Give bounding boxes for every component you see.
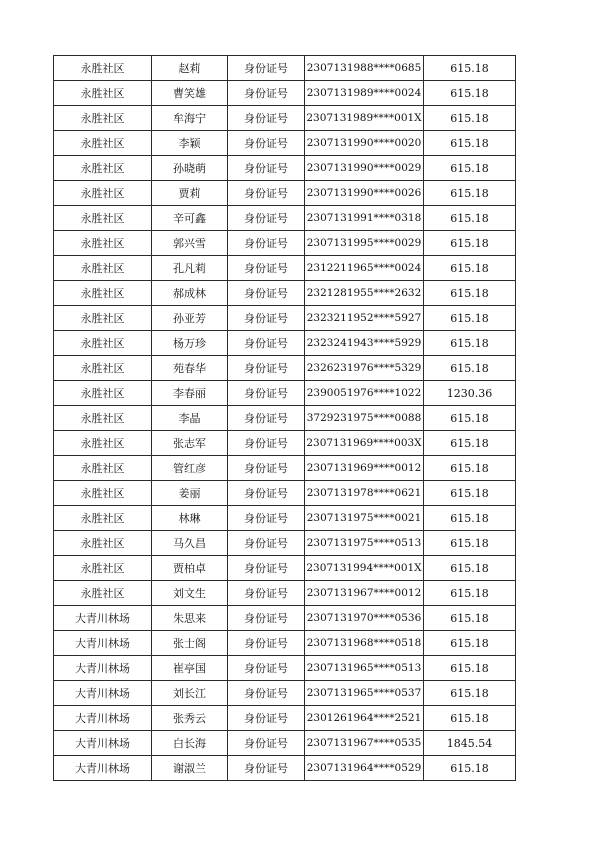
doc-type-cell: 身份证号 bbox=[228, 256, 305, 281]
name-cell: 杨万珍 bbox=[152, 331, 228, 356]
doc-type-cell: 身份证号 bbox=[228, 506, 305, 531]
id-number-cell: 2307131968****0518 bbox=[305, 631, 424, 656]
unit-cell: 永胜社区 bbox=[54, 331, 152, 356]
unit-cell: 永胜社区 bbox=[54, 306, 152, 331]
doc-type-cell: 身份证号 bbox=[228, 231, 305, 256]
id-number-cell: 2307131990****0026 bbox=[305, 181, 424, 206]
amount-cell: 615.18 bbox=[424, 256, 516, 281]
doc-type-cell: 身份证号 bbox=[228, 656, 305, 681]
table-row bbox=[54, 306, 516, 331]
name-cell: 李颖 bbox=[152, 131, 228, 156]
table-row bbox=[54, 381, 516, 406]
table-row bbox=[54, 731, 516, 756]
unit-cell: 永胜社区 bbox=[54, 156, 152, 181]
name-cell: 管红彦 bbox=[152, 456, 228, 481]
table-row bbox=[54, 106, 516, 131]
table-body bbox=[54, 56, 516, 781]
amount-cell: 615.18 bbox=[424, 681, 516, 706]
amount-cell: 615.18 bbox=[424, 81, 516, 106]
doc-type-cell: 身份证号 bbox=[228, 756, 305, 781]
id-number-cell: 2307131975****0021 bbox=[305, 506, 424, 531]
amount-cell: 615.18 bbox=[424, 106, 516, 131]
unit-cell: 永胜社区 bbox=[54, 256, 152, 281]
id-number-cell: 2321281955****2632 bbox=[305, 281, 424, 306]
unit-cell: 永胜社区 bbox=[54, 81, 152, 106]
amount-cell: 1230.36 bbox=[424, 381, 516, 406]
unit-cell: 大青川林场 bbox=[54, 706, 152, 731]
id-number-cell: 2307131988****0685 bbox=[305, 56, 424, 81]
name-cell: 李春丽 bbox=[152, 381, 228, 406]
name-cell: 郝成林 bbox=[152, 281, 228, 306]
table-row bbox=[54, 656, 516, 681]
doc-type-cell: 身份证号 bbox=[228, 456, 305, 481]
table-row bbox=[54, 156, 516, 181]
unit-cell: 永胜社区 bbox=[54, 556, 152, 581]
unit-cell: 永胜社区 bbox=[54, 206, 152, 231]
id-number-cell: 2307131989****0024 bbox=[305, 81, 424, 106]
name-cell: 孙晓萌 bbox=[152, 156, 228, 181]
subsidy-table bbox=[53, 55, 516, 781]
table-row bbox=[54, 256, 516, 281]
table-row bbox=[54, 356, 516, 381]
id-number-cell: 2307131965****0537 bbox=[305, 681, 424, 706]
unit-cell: 永胜社区 bbox=[54, 406, 152, 431]
id-number-cell: 2307131975****0513 bbox=[305, 531, 424, 556]
amount-cell: 615.18 bbox=[424, 506, 516, 531]
doc-type-cell: 身份证号 bbox=[228, 631, 305, 656]
id-number-cell: 2307131969****0012 bbox=[305, 456, 424, 481]
amount-cell: 615.18 bbox=[424, 531, 516, 556]
name-cell: 姜丽 bbox=[152, 481, 228, 506]
unit-cell: 永胜社区 bbox=[54, 581, 152, 606]
unit-cell: 永胜社区 bbox=[54, 456, 152, 481]
amount-cell: 615.18 bbox=[424, 306, 516, 331]
id-number-cell: 2307131967****0012 bbox=[305, 581, 424, 606]
id-number-cell: 2307131990****0029 bbox=[305, 156, 424, 181]
unit-cell: 大青川林场 bbox=[54, 681, 152, 706]
unit-cell: 永胜社区 bbox=[54, 356, 152, 381]
table-row bbox=[54, 281, 516, 306]
doc-type-cell: 身份证号 bbox=[228, 606, 305, 631]
id-number-cell: 2307131978****0621 bbox=[305, 481, 424, 506]
amount-cell: 615.18 bbox=[424, 331, 516, 356]
table-row bbox=[54, 706, 516, 731]
doc-type-cell: 身份证号 bbox=[228, 681, 305, 706]
name-cell: 贾莉 bbox=[152, 181, 228, 206]
id-number-cell: 2307131991****0318 bbox=[305, 206, 424, 231]
name-cell: 朱思来 bbox=[152, 606, 228, 631]
name-cell: 孙亚芳 bbox=[152, 306, 228, 331]
amount-cell: 615.18 bbox=[424, 406, 516, 431]
unit-cell: 永胜社区 bbox=[54, 56, 152, 81]
table-row bbox=[54, 406, 516, 431]
name-cell: 崔亭国 bbox=[152, 656, 228, 681]
amount-cell: 615.18 bbox=[424, 581, 516, 606]
doc-type-cell: 身份证号 bbox=[228, 481, 305, 506]
name-cell: 张志军 bbox=[152, 431, 228, 456]
unit-cell: 永胜社区 bbox=[54, 106, 152, 131]
table-row bbox=[54, 606, 516, 631]
name-cell: 张士阁 bbox=[152, 631, 228, 656]
id-number-cell: 2312211965****0024 bbox=[305, 256, 424, 281]
unit-cell: 大青川林场 bbox=[54, 731, 152, 756]
unit-cell: 永胜社区 bbox=[54, 231, 152, 256]
table-row bbox=[54, 456, 516, 481]
table-row bbox=[54, 506, 516, 531]
name-cell: 张秀云 bbox=[152, 706, 228, 731]
table-row bbox=[54, 556, 516, 581]
name-cell: 白长海 bbox=[152, 731, 228, 756]
name-cell: 谢淑兰 bbox=[152, 756, 228, 781]
table-row bbox=[54, 206, 516, 231]
name-cell: 刘长江 bbox=[152, 681, 228, 706]
id-number-cell: 2307131990****0020 bbox=[305, 131, 424, 156]
unit-cell: 永胜社区 bbox=[54, 431, 152, 456]
name-cell: 赵莉 bbox=[152, 56, 228, 81]
id-number-cell: 2301261964****2521 bbox=[305, 706, 424, 731]
id-number-cell: 2323211952****5927 bbox=[305, 306, 424, 331]
doc-type-cell: 身份证号 bbox=[228, 331, 305, 356]
doc-type-cell: 身份证号 bbox=[228, 181, 305, 206]
doc-type-cell: 身份证号 bbox=[228, 356, 305, 381]
unit-cell: 永胜社区 bbox=[54, 381, 152, 406]
id-number-cell: 2390051976****1022 bbox=[305, 381, 424, 406]
name-cell: 李晶 bbox=[152, 406, 228, 431]
amount-cell: 615.18 bbox=[424, 481, 516, 506]
amount-cell: 615.18 bbox=[424, 131, 516, 156]
amount-cell: 615.18 bbox=[424, 206, 516, 231]
table-row bbox=[54, 531, 516, 556]
table-row bbox=[54, 181, 516, 206]
doc-type-cell: 身份证号 bbox=[228, 706, 305, 731]
table-row bbox=[54, 56, 516, 81]
doc-type-cell: 身份证号 bbox=[228, 556, 305, 581]
name-cell: 孔凡莉 bbox=[152, 256, 228, 281]
table-row bbox=[54, 481, 516, 506]
unit-cell: 永胜社区 bbox=[54, 506, 152, 531]
unit-cell: 大青川林场 bbox=[54, 631, 152, 656]
id-number-cell: 2307131967****0535 bbox=[305, 731, 424, 756]
table-row bbox=[54, 756, 516, 781]
amount-cell: 615.18 bbox=[424, 456, 516, 481]
amount-cell: 615.18 bbox=[424, 356, 516, 381]
unit-cell: 大青川林场 bbox=[54, 756, 152, 781]
amount-cell: 615.18 bbox=[424, 156, 516, 181]
id-number-cell: 2307131989****001X bbox=[305, 106, 424, 131]
amount-cell: 615.18 bbox=[424, 606, 516, 631]
id-number-cell: 2307131969****003X bbox=[305, 431, 424, 456]
amount-cell: 615.18 bbox=[424, 56, 516, 81]
doc-type-cell: 身份证号 bbox=[228, 406, 305, 431]
table-row bbox=[54, 431, 516, 456]
doc-type-cell: 身份证号 bbox=[228, 106, 305, 131]
doc-type-cell: 身份证号 bbox=[228, 206, 305, 231]
name-cell: 贾柏卓 bbox=[152, 556, 228, 581]
unit-cell: 永胜社区 bbox=[54, 281, 152, 306]
unit-cell: 永胜社区 bbox=[54, 531, 152, 556]
amount-cell: 615.18 bbox=[424, 431, 516, 456]
doc-type-cell: 身份证号 bbox=[228, 531, 305, 556]
amount-cell: 615.18 bbox=[424, 231, 516, 256]
doc-type-cell: 身份证号 bbox=[228, 131, 305, 156]
doc-type-cell: 身份证号 bbox=[228, 381, 305, 406]
doc-type-cell: 身份证号 bbox=[228, 431, 305, 456]
name-cell: 马久昌 bbox=[152, 531, 228, 556]
table-row bbox=[54, 331, 516, 356]
table-row bbox=[54, 631, 516, 656]
unit-cell: 大青川林场 bbox=[54, 656, 152, 681]
amount-cell: 615.18 bbox=[424, 631, 516, 656]
name-cell: 林琳 bbox=[152, 506, 228, 531]
amount-cell: 615.18 bbox=[424, 756, 516, 781]
id-number-cell: 2326231976****5329 bbox=[305, 356, 424, 381]
doc-type-cell: 身份证号 bbox=[228, 156, 305, 181]
doc-type-cell: 身份证号 bbox=[228, 81, 305, 106]
doc-type-cell: 身份证号 bbox=[228, 56, 305, 81]
table-row bbox=[54, 131, 516, 156]
amount-cell: 615.18 bbox=[424, 181, 516, 206]
amount-cell: 1845.54 bbox=[424, 731, 516, 756]
table-row bbox=[54, 681, 516, 706]
table-row bbox=[54, 81, 516, 106]
amount-cell: 615.18 bbox=[424, 281, 516, 306]
id-number-cell: 3729231975****0088 bbox=[305, 406, 424, 431]
id-number-cell: 2307131970****0536 bbox=[305, 606, 424, 631]
name-cell: 郭兴雪 bbox=[152, 231, 228, 256]
name-cell: 牟海宁 bbox=[152, 106, 228, 131]
id-number-cell: 2307131994****001X bbox=[305, 556, 424, 581]
table-row bbox=[54, 581, 516, 606]
id-number-cell: 2307131964****0529 bbox=[305, 756, 424, 781]
unit-cell: 永胜社区 bbox=[54, 481, 152, 506]
unit-cell: 永胜社区 bbox=[54, 131, 152, 156]
doc-type-cell: 身份证号 bbox=[228, 281, 305, 306]
amount-cell: 615.18 bbox=[424, 656, 516, 681]
name-cell: 曹笑雄 bbox=[152, 81, 228, 106]
amount-cell: 615.18 bbox=[424, 556, 516, 581]
name-cell: 刘文生 bbox=[152, 581, 228, 606]
id-number-cell: 2307131995****0029 bbox=[305, 231, 424, 256]
name-cell: 苑春华 bbox=[152, 356, 228, 381]
doc-type-cell: 身份证号 bbox=[228, 306, 305, 331]
unit-cell: 永胜社区 bbox=[54, 181, 152, 206]
name-cell: 辛可鑫 bbox=[152, 206, 228, 231]
table-row bbox=[54, 231, 516, 256]
id-number-cell: 2323241943****5929 bbox=[305, 331, 424, 356]
amount-cell: 615.18 bbox=[424, 706, 516, 731]
unit-cell: 大青川林场 bbox=[54, 606, 152, 631]
id-number-cell: 2307131965****0513 bbox=[305, 656, 424, 681]
doc-type-cell: 身份证号 bbox=[228, 581, 305, 606]
doc-type-cell: 身份证号 bbox=[228, 731, 305, 756]
